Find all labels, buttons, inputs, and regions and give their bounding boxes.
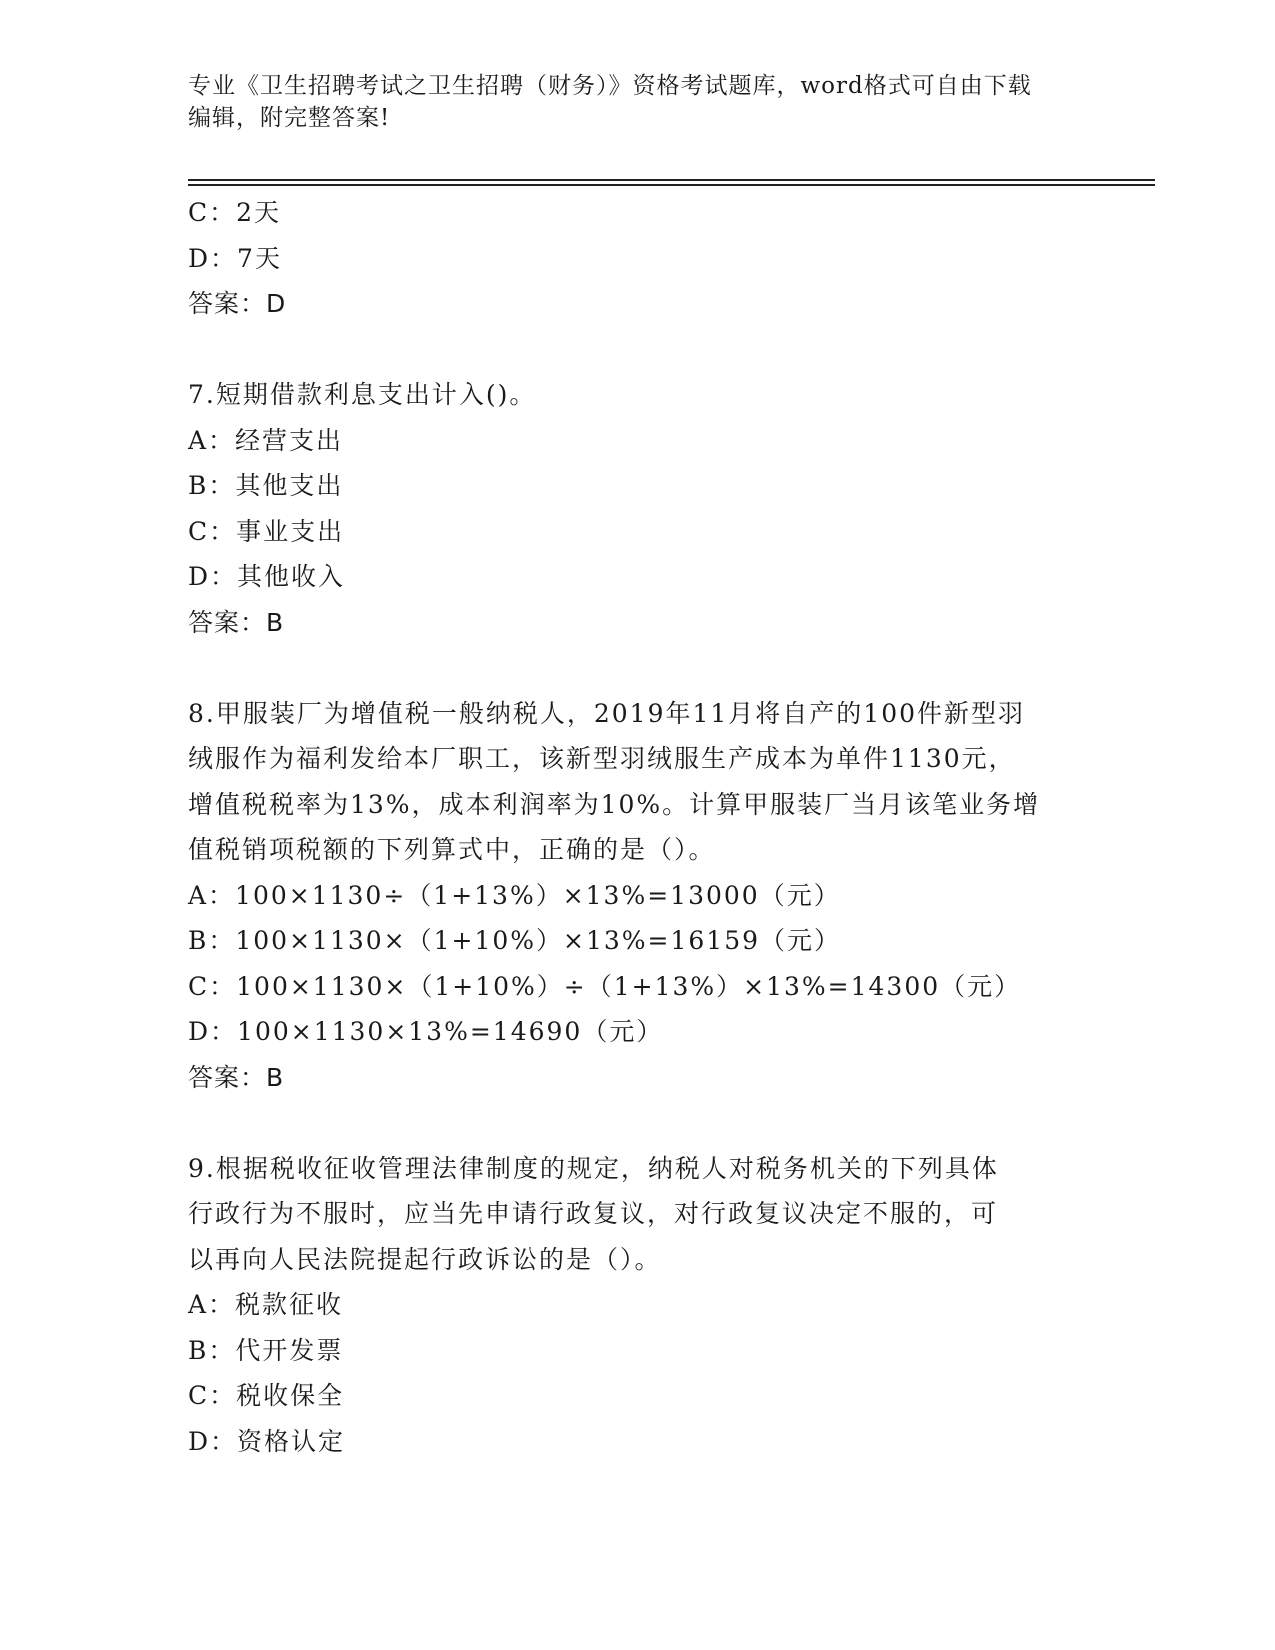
option-b: B：其他支出 [188,471,344,500]
answer: 答案：B [188,1062,285,1092]
option-d: D：其他收入 [188,562,346,591]
spacer [188,1100,1088,1146]
option-a: A：100×1130÷（1+13%）×13%=13000（元） [188,880,841,910]
answer: 答案：D [188,289,287,318]
option-b: B：100×1130×（1+10%）×13%=16159（元） [188,926,842,955]
question-text: 7.短期借款利息支出计入()。 [188,380,537,409]
question-6 [188,190,1088,327]
option-a: A：经营支出 [188,425,344,455]
header-divider-top [188,179,1155,181]
page-header [188,70,1088,134]
option-d: D：资格认定 [188,1426,346,1456]
spacer [188,645,1088,691]
option-d: D：100×1130×13%=14690（元） [188,1017,664,1046]
option-a: A：税款征收 [188,1290,344,1319]
question-9 [188,1146,1088,1465]
spacer [188,327,1088,373]
question-text-line-3: 以再向人民法院提起行政诉讼的是（）。 [188,1244,662,1274]
answer: 答案：B [188,607,285,637]
option-b: B：代开发票 [188,1335,344,1365]
option-c: C：事业支出 [188,516,345,546]
option-c: C：100×1130×（1+10%）÷（1+13%）×13%=14300（元） [188,971,1022,1001]
option-c: C：税收保全 [188,1381,345,1410]
option-c: C：2天 [188,198,282,227]
question-text-line-2: 行政行为不服时，应当先申请行政复议，对行政复议决定不服的，可 [188,1199,999,1228]
header-divider-bottom [188,184,1155,186]
question-text-line-1: 8.甲服装厂为增值税一般纳税人，2019年11月将自产的100件新型羽 [188,698,1026,728]
question-text-line-3: 增值税税率为13%，成本利润率为10%。计算甲服装厂当月该笔业务增 [188,789,1041,819]
option-d: D：7天 [188,243,282,273]
question-text-line-1: 9.根据税收征收管理法律制度的规定，纳税人对税务机关的下列具体 [188,1153,999,1183]
question-content [188,190,1088,1464]
header-line-1: 专业《卫生招聘考试之卫生招聘（财务）》资格考试题库，word格式可自由下载 [188,73,1032,99]
question-text-line-2: 绒服作为福利发给本厂职工，该新型羽绒服生产成本为单件1130元， [188,744,1016,773]
question-7 [188,372,1088,645]
question-text-line-4: 值税销项税额的下列算式中，正确的是（）。 [188,835,716,864]
question-8 [188,691,1088,1101]
header-line-2: 编辑，附完整答案! [188,105,391,131]
